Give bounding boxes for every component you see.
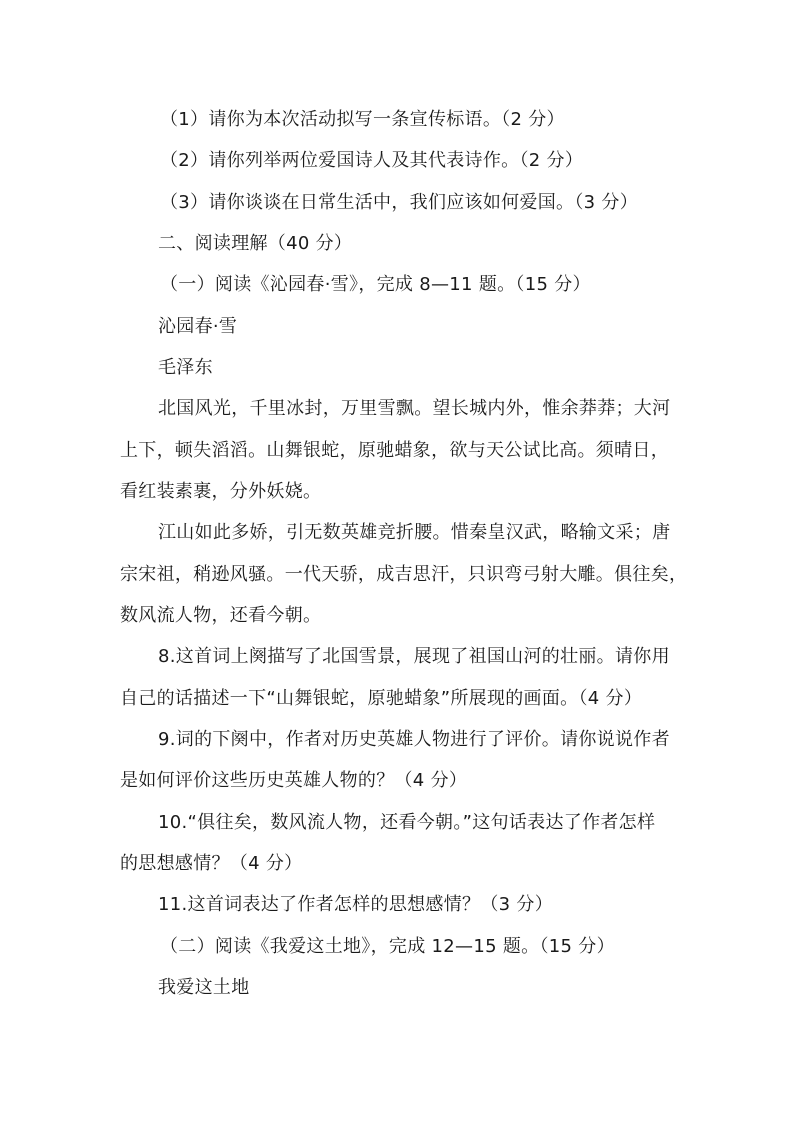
subsection-heading-1: （一）阅读《沁园春·雪》，完成 8—11 题。（15 分）	[160, 274, 591, 295]
question-8-line-1: 8.这首词上阕描写了北国雪景，展现了祖国山河的壮丽。请你用	[158, 646, 670, 667]
section-heading-reading: 二、阅读理解（40 分）	[158, 233, 353, 254]
poem-paragraph-2-line-2: 宗宋祖，稍逊风骚。一代天骄，成吉思汗，只识弯弓射大雕。俱往矣，	[120, 564, 688, 585]
poem-paragraph-2-line-3: 数风流人物，还看今朝。	[120, 605, 322, 626]
question-9-line-2: 是如何评价这些历史英雄人物的？（4 分）	[120, 770, 468, 791]
question-10-line-1: 10.“俱往矣，数风流人物，还看今朝。”这句话表达了作者怎样	[158, 812, 656, 833]
poem-title: 沁园春·雪	[158, 316, 238, 337]
poem-paragraph-1-line-2: 上下，顿失滔滔。山舞银蛇，原驰蜡象，欲与天公试比高。须晴日，	[120, 440, 669, 461]
poem-2-title: 我爱这土地	[158, 977, 250, 998]
question-8-line-2: 自己的话描述一下“山舞银蛇，原驰蜡象”所展现的画面。（4 分）	[120, 688, 643, 709]
question-3: （3）请你谈谈在日常生活中，我们应该如何爱国。（3 分）	[160, 192, 639, 213]
poem-paragraph-1-line-1: 北国风光，千里冰封，万里雪飘。望长城内外，惟余莽莽；大河	[158, 398, 671, 419]
question-9-line-1: 9.词的下阕中，作者对历史英雄人物进行了评价。请你说说作者	[158, 729, 670, 750]
poem-paragraph-1-line-3: 看红装素裹，分外妖娆。	[120, 481, 322, 502]
subsection-heading-2: （二）阅读《我爱这土地》，完成 12—15 题。（15 分）	[160, 936, 615, 957]
question-1: （1）请你为本次活动拟写一条宣传标语。（2 分）	[160, 109, 565, 130]
question-11: 11.这首词表达了作者怎样的思想感情？（3 分）	[158, 894, 553, 915]
question-2: （2）请你列举两位爱国诗人及其代表诗作。（2 分）	[160, 150, 584, 171]
poem-paragraph-2-line-1: 江山如此多娇，引无数英雄竞折腰。惜秦皇汉武，略输文采；唐	[158, 522, 671, 543]
question-10-line-2: 的思想感情？（4 分）	[120, 853, 303, 874]
poem-author: 毛泽东	[158, 357, 213, 378]
